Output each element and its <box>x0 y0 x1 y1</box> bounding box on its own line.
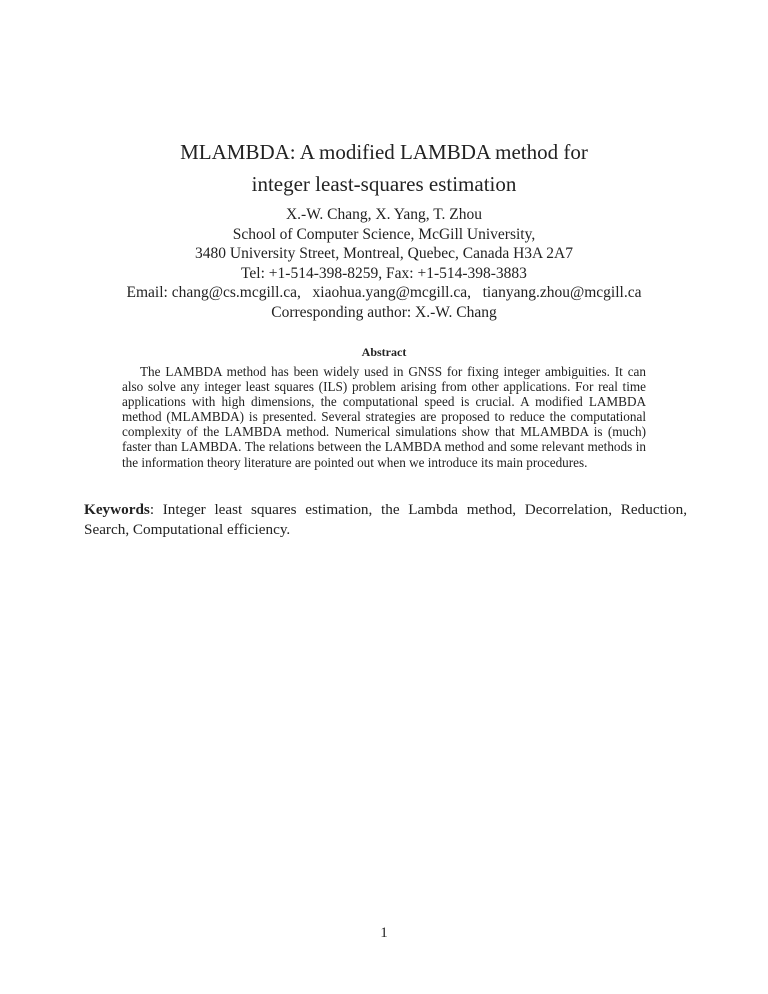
affiliation: School of Computer Science, McGill University, <box>232 225 536 243</box>
title-line-1: MLAMBDA: A modified LAMBDA method for <box>180 140 588 164</box>
corresponding-author: Corresponding author: X.-W. Chang <box>271 303 497 321</box>
paper-title <box>0 136 768 200</box>
phone-fax: Tel: +1-514-398-8259, Fax: +1-514-398-3883 <box>241 264 527 282</box>
author-names: X.-W. Chang, X. Yang, T. Zhou <box>285 206 483 223</box>
keywords-text: : Integer least squares estimation, the Lambda method, Decorrelation, Reduction, Search, Computational efficiency. <box>84 501 687 538</box>
emails: Email: chang@cs.mcgill.ca, xiaohua.yang@mcgill.ca, tianyang.zhou@mcgill.ca <box>126 284 642 302</box>
abstract-heading: Abstract <box>361 345 407 359</box>
address: 3480 University Street, Montreal, Quebec, Canada H3A 2A7 <box>195 245 573 263</box>
author-block <box>0 205 768 323</box>
keywords <box>84 500 687 539</box>
title-line-2: integer least-squares estimation <box>251 172 517 196</box>
abstract-body: The LAMBDA method has been widely used in GNSS for fixing integer ambiguities. It can also solve any integer least squares (ILS) problem arising from other applications. For real time applications with high dimensions, the computational speed is crucial. A modified LAMBDA method (MLAMBDA) is presented. Several strategies are proposed to reduce the computational complexity of the LAMBDA method. Numerical simulations show that MLAMBDA is (much) faster than LAMBDA. The relations between the LAMBDA method and some relevant methods in the information theory literature are pointed out when we introduce its main procedures. <box>122 364 646 470</box>
page-number: 1 <box>380 925 388 941</box>
keywords-label: Keywords <box>84 501 150 518</box>
